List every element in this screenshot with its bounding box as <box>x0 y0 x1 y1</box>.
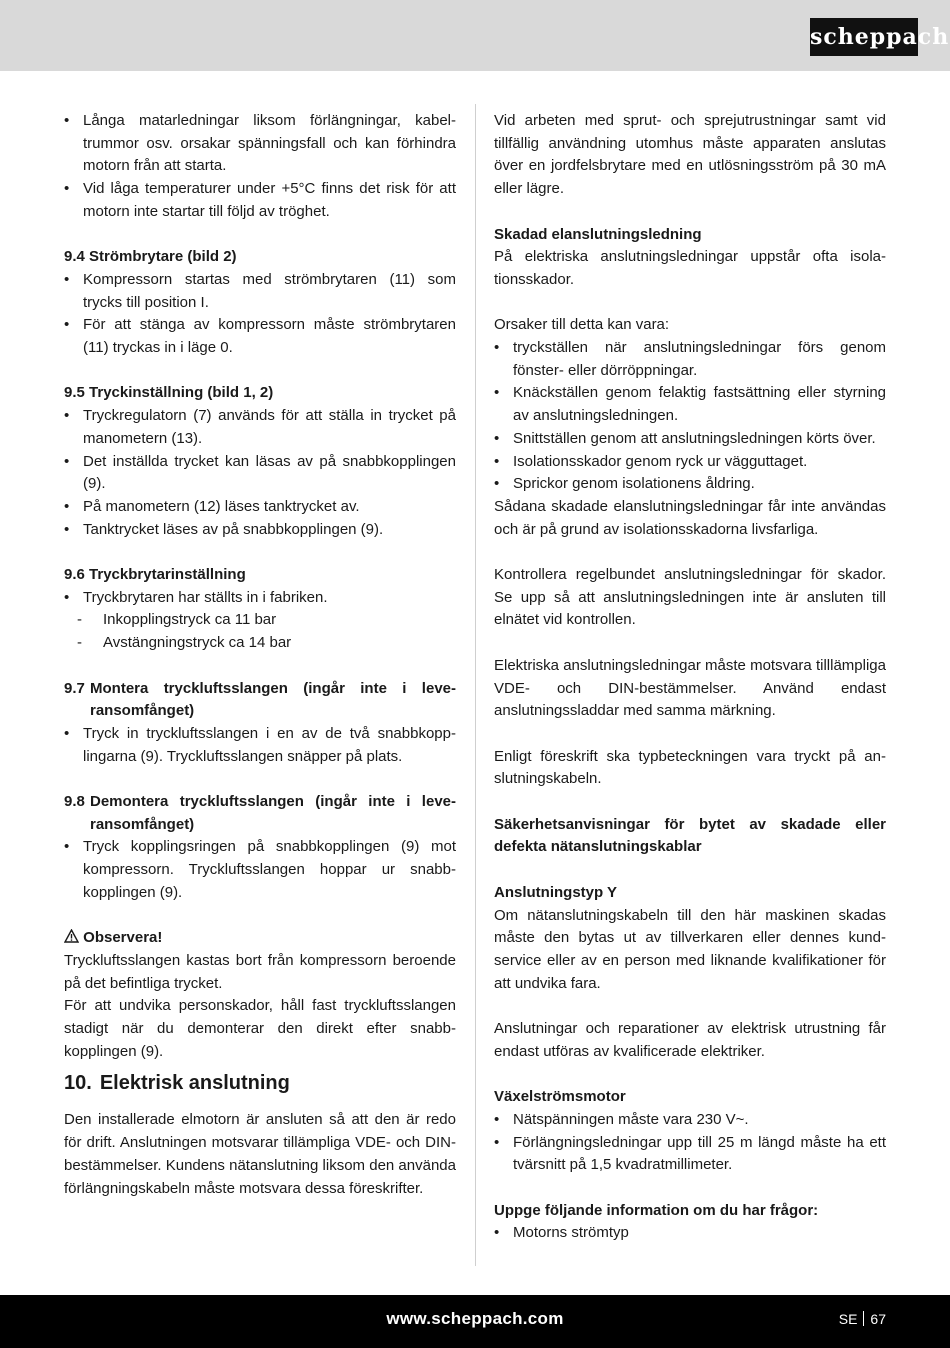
paragraph: Sådana skadade elanslutningsledningar får inte användas och är på grund av isolationsskadorna livsfarliga. <box>494 497 886 538</box>
paragraph: Kontrollera regelbundet anslutningsledningar för skador. Se upp så att anslutningsledningen inte är ansluten till elnätet vid kontrollen. <box>494 566 886 629</box>
section-heading-9-7: 9.7 Montera tryckluftsslangen (ingår inte i leveransomfånget) <box>64 679 456 720</box>
subheading-damaged-cable: Skadad elanslutningsledning <box>494 225 702 243</box>
list-item: • Isolationsskador genom ryck ur vägguttaget. <box>494 452 808 470</box>
paragraph: Den installerade elmotorn är ansluten så att den är redo för drift. Anslutningen motsvarar tillämpliga VDE- och DIN-bestämmelser. Kundens nätanslutning liksom den använda förlängningskabeln måste motsvara dessa föreskrifter. <box>64 1111 456 1197</box>
subheading-info: Uppge följande information om du har frågor: <box>494 1201 819 1219</box>
column-divider <box>475 104 476 1266</box>
list-item: • Kompressorn startas med strömbrytaren (11) som trycks till position I. <box>64 270 456 311</box>
list-item: • Snittställen genom att anslutningsledningen körts över. <box>494 429 876 447</box>
paragraph: Vid arbeten med sprut- och sprejutrustningar samt vid tillfällig användning utomhus måste apparaten anslutas över en jordfelsbrytare med en utlösningsström på 30 mA eller lägre. <box>494 112 886 198</box>
paragraph: Elektriska anslutningsledningar måste motsvara tilllämpliga VDE- och DIN-bestämmelser. Använd endast anslutningssladdar med samma märkning. <box>494 656 886 720</box>
list-item: • För att stänga av kompressorn måste strömbrytaren (11) tryckas in i läge 0. <box>64 316 456 357</box>
section-heading-9-5: 9.5 Tryckinställning (bild 1, 2) <box>64 384 274 402</box>
list-item: • Det inställda trycket kan läsas av på snabbkopplingen (9). <box>64 452 456 493</box>
paragraph: Enligt föreskrift ska typbeteckningen vara tryckt på anslutningskabeln. <box>494 747 886 788</box>
section-heading-9-6: 9.6 Tryckbrytarinställning <box>64 566 246 584</box>
list-item: • Tryck in tryckluftsslangen i en av de två snabbkopplingarna (9). Tryckluftsslangen snäpper på plats. <box>64 724 456 765</box>
paragraph: Orsaker till detta kan vara: <box>494 316 670 334</box>
subheading-safety: Säkerhetsanvisningar för bytet av skadade eller defekta nätanslutningskablar <box>494 815 886 856</box>
paragraph: På elektriska anslutningsledningar uppstår ofta isolationsskador. <box>494 248 886 288</box>
list-item: • Knäckställen genom felaktig fastsättning eller styrning av anslutningsledningen. <box>494 384 886 425</box>
subheading-connection-type: Anslutningstyp Y <box>494 883 618 901</box>
list-item: • På manometern (12) läses tanktrycket av. <box>64 497 360 515</box>
warning-triangle-icon <box>64 929 79 943</box>
list-item: • Förlängningsledningar upp till 25 m längd måste ha ett tvärsnitt på 1,5 kvadratmillimeter. <box>494 1133 886 1174</box>
brand-logo: scheppach <box>810 18 918 56</box>
list-item: • Tryck kopplingsringen på snabbkopplingen (9) mot kompressorn. Tryckluftsslangen hoppar ur snabbkopplingen (9). <box>64 838 456 901</box>
right-column <box>494 110 886 1245</box>
list-item: • Tanktrycket läses av på snabbkopplingen (9). <box>64 520 384 538</box>
list-item: • Sprickor genom isolationens åldring. <box>494 475 755 493</box>
list-item: • tryckställen när anslutningsledningar förs genom fönster- eller dörröppningar. <box>494 339 886 379</box>
left-column <box>64 110 456 1200</box>
list-item: - Avstängningstryck ca 14 bar <box>77 634 292 652</box>
subheading-ac-motor: Växelströmsmotor <box>494 1088 626 1106</box>
header-bar <box>0 0 950 71</box>
list-item: • Långa matarledningar liksom förlängningar, kabeltrummor osv. orsakar spänningsfall och kan förhindra motorn från att starta. <box>64 112 456 175</box>
list-item: • Tryckregulatorn (7) används för att ställa in trycket på manometern (13). <box>64 407 456 447</box>
page-number: SE 67 <box>838 1311 886 1327</box>
warning-heading: Observera! <box>64 927 456 950</box>
list-item: • Nätspänningen måste vara 230 V~. <box>494 1110 749 1128</box>
list-item: - Inkopplingstryck ca 11 bar <box>77 611 277 629</box>
list-item: • Motorns strömtyp <box>494 1224 629 1242</box>
footer-bar <box>0 1295 950 1348</box>
warning-text: Tryckluftsslangen kastas bort från kompressorn beroende på det befintliga trycket. <box>64 951 456 992</box>
list-item: • Vid låga temperaturer under +5°C finns det risk för att motorn inte startar till följd av tröghet. <box>64 180 456 220</box>
warning-text: För att undvika personskador, håll fast tryckluftsslangen stadigt när du demonterar den direkt efter snabbkopplingen (9). <box>64 997 456 1060</box>
paragraph: Om nätanslutningskabeln till den här maskinen skadas måste den bytas ut av tillverkaren eller dennes kundservice eller av en person med liknande kvalifikationer för att undvika fara. <box>494 906 886 992</box>
chapter-heading-10: 10. Elektrisk anslutning <box>64 1072 290 1095</box>
paragraph: Anslutningar och reparationer av elektrisk utrustning får endast utföras av kvalificerade elektriker. <box>494 1020 886 1060</box>
section-heading-9-8: 9.8 Demontera tryckluftsslangen (ingår inte i leveransomfånget) <box>64 793 456 833</box>
section-heading-9-4: 9.4 Strömbrytare (bild 2) <box>64 248 237 266</box>
website-link[interactable]: www.scheppach.com <box>386 1309 564 1328</box>
list-item: • Tryckbrytaren har ställts in i fabriken. <box>64 588 328 606</box>
